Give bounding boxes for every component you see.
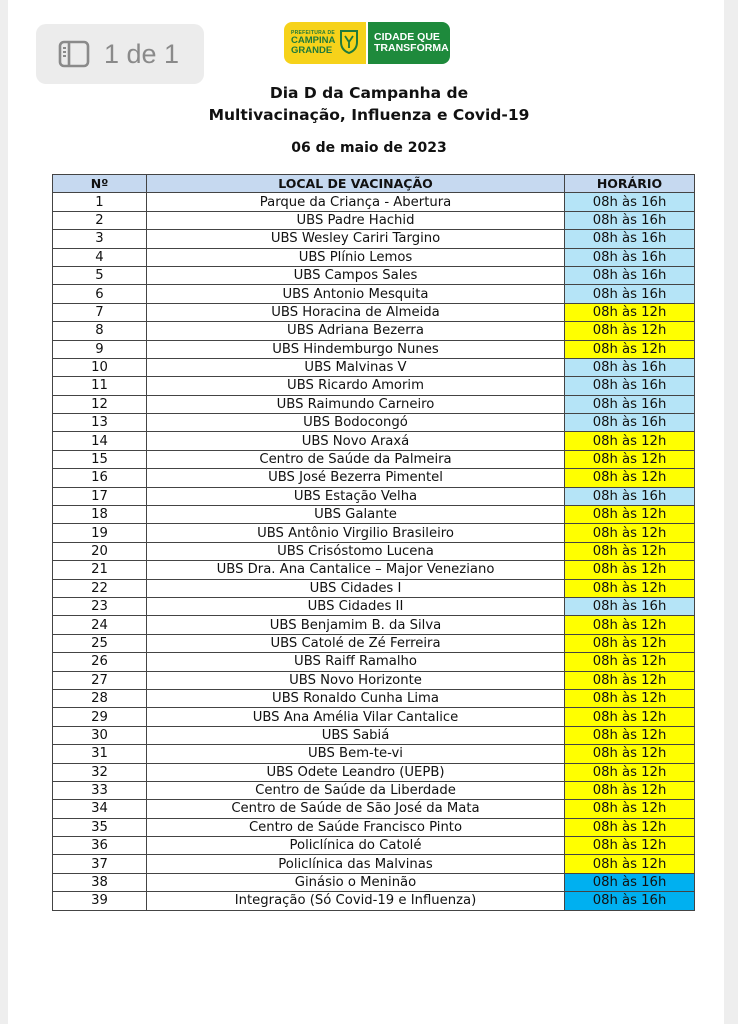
row-number: 1 — [53, 193, 147, 211]
row-number: 37 — [53, 855, 147, 873]
row-number: 17 — [53, 487, 147, 505]
table-row — [53, 579, 695, 597]
row-location: UBS Galante — [147, 506, 565, 524]
table-row — [53, 763, 695, 781]
row-hours: 08h às 12h — [565, 506, 695, 524]
row-number: 30 — [53, 726, 147, 744]
row-number: 15 — [53, 450, 147, 468]
table-row — [53, 634, 695, 652]
table-row — [53, 506, 695, 524]
row-hours: 08h às 12h — [565, 745, 695, 763]
document-title — [0, 82, 738, 126]
row-hours: 08h às 12h — [565, 579, 695, 597]
table-row — [53, 818, 695, 836]
table-row — [53, 873, 695, 891]
row-location: UBS Benjamim B. da Silva — [147, 616, 565, 634]
row-hours: 08h às 16h — [565, 892, 695, 910]
row-hours: 08h às 16h — [565, 230, 695, 248]
row-number: 25 — [53, 634, 147, 652]
row-location: UBS Ricardo Amorim — [147, 377, 565, 395]
row-number: 29 — [53, 708, 147, 726]
row-hours: 08h às 12h — [565, 763, 695, 781]
header-number: Nº — [53, 175, 147, 193]
row-hours: 08h às 16h — [565, 211, 695, 229]
row-number: 14 — [53, 432, 147, 450]
row-hours: 08h às 16h — [565, 266, 695, 284]
row-number: 32 — [53, 763, 147, 781]
row-number: 39 — [53, 892, 147, 910]
row-hours: 08h às 16h — [565, 193, 695, 211]
row-number: 19 — [53, 524, 147, 542]
table-row — [53, 487, 695, 505]
row-number: 18 — [53, 506, 147, 524]
table-row — [53, 597, 695, 615]
table-row — [53, 855, 695, 873]
crest-icon — [339, 28, 359, 59]
row-number: 16 — [53, 469, 147, 487]
table-row — [53, 561, 695, 579]
row-location: UBS Malvinas V — [147, 358, 565, 376]
row-number: 24 — [53, 616, 147, 634]
row-location: UBS Hindemburgo Nunes — [147, 340, 565, 358]
row-location: Centro de Saúde da Liberdade — [147, 781, 565, 799]
row-number: 13 — [53, 414, 147, 432]
row-number: 38 — [53, 873, 147, 891]
row-hours: 08h às 12h — [565, 340, 695, 358]
row-number: 9 — [53, 340, 147, 358]
row-number: 12 — [53, 395, 147, 413]
row-location: Centro de Saúde Francisco Pinto — [147, 818, 565, 836]
table-row — [53, 414, 695, 432]
table-row — [53, 266, 695, 284]
row-location: UBS Wesley Cariri Targino — [147, 230, 565, 248]
row-hours: 08h às 12h — [565, 671, 695, 689]
logo-slogan-line1: CIDADE QUE — [374, 30, 440, 43]
row-hours: 08h às 16h — [565, 414, 695, 432]
table-row — [53, 285, 695, 303]
row-number: 6 — [53, 285, 147, 303]
row-number: 35 — [53, 818, 147, 836]
row-number: 10 — [53, 358, 147, 376]
row-location: UBS Bodocongó — [147, 414, 565, 432]
row-number: 3 — [53, 230, 147, 248]
row-location: UBS Catolé de Zé Ferreira — [147, 634, 565, 652]
table-row — [53, 340, 695, 358]
row-location: UBS Crisóstomo Lucena — [147, 542, 565, 560]
row-hours: 08h às 12h — [565, 653, 695, 671]
table-row — [53, 892, 695, 910]
sidebar-pages-icon[interactable] — [58, 40, 90, 68]
table-row — [53, 708, 695, 726]
row-number: 22 — [53, 579, 147, 597]
row-number: 34 — [53, 800, 147, 818]
table-row — [53, 653, 695, 671]
row-location: UBS Raimundo Carneiro — [147, 395, 565, 413]
logo-small-text: PREFEITURA DE — [291, 30, 335, 36]
prefeitura-logo — [284, 22, 450, 64]
row-location: UBS Novo Horizonte — [147, 671, 565, 689]
row-location: UBS Plínio Lemos — [147, 248, 565, 266]
row-hours: 08h às 12h — [565, 322, 695, 340]
table-row — [53, 616, 695, 634]
logo-slogan-block — [368, 22, 450, 64]
row-hours: 08h às 16h — [565, 248, 695, 266]
table-row — [53, 745, 695, 763]
table-row — [53, 322, 695, 340]
table-row — [53, 230, 695, 248]
row-hours: 08h às 12h — [565, 855, 695, 873]
row-hours: 08h às 12h — [565, 303, 695, 321]
row-number: 36 — [53, 837, 147, 855]
table-row — [53, 303, 695, 321]
row-location: UBS Raiff Ramalho — [147, 653, 565, 671]
row-location: UBS Novo Araxá — [147, 432, 565, 450]
table-row — [53, 358, 695, 376]
row-hours: 08h às 12h — [565, 469, 695, 487]
row-location: Policlínica das Malvinas — [147, 855, 565, 873]
page-indicator-text: 1 de 1 — [104, 38, 180, 69]
row-number: 4 — [53, 248, 147, 266]
row-location: Ginásio o Meninão — [147, 873, 565, 891]
row-hours: 08h às 16h — [565, 377, 695, 395]
table-row — [53, 248, 695, 266]
row-hours: 08h às 12h — [565, 708, 695, 726]
row-location: UBS Estação Velha — [147, 487, 565, 505]
vaccination-table — [52, 174, 695, 911]
row-hours: 08h às 16h — [565, 597, 695, 615]
table-row — [53, 432, 695, 450]
row-hours: 08h às 12h — [565, 542, 695, 560]
table-row — [53, 689, 695, 707]
row-number: 26 — [53, 653, 147, 671]
row-location: Policlínica do Catolé — [147, 837, 565, 855]
row-location: UBS José Bezerra Pimentel — [147, 469, 565, 487]
row-hours: 08h às 12h — [565, 432, 695, 450]
row-location: UBS Ana Amélia Vilar Cantalice — [147, 708, 565, 726]
row-hours: 08h às 16h — [565, 358, 695, 376]
header-location: LOCAL DE VACINAÇÃO — [147, 175, 565, 193]
table-row — [53, 469, 695, 487]
document-date: 06 de maio de 2023 — [291, 140, 447, 156]
logo-slogan-line2: TRANSFORMA — [374, 42, 449, 54]
table-row — [53, 524, 695, 542]
row-location: UBS Cidades I — [147, 579, 565, 597]
page-indicator[interactable] — [36, 24, 204, 84]
table-row — [53, 542, 695, 560]
table-row — [53, 781, 695, 799]
row-hours: 08h às 12h — [565, 561, 695, 579]
logo-city-block — [284, 22, 366, 64]
row-location: UBS Sabiá — [147, 726, 565, 744]
table-row — [53, 193, 695, 211]
row-number: 21 — [53, 561, 147, 579]
row-hours: 08h às 12h — [565, 837, 695, 855]
row-hours: 08h às 12h — [565, 634, 695, 652]
row-hours: 08h às 12h — [565, 524, 695, 542]
table-row — [53, 377, 695, 395]
row-hours: 08h às 12h — [565, 616, 695, 634]
table-row — [53, 395, 695, 413]
table-row — [53, 450, 695, 468]
table-row — [53, 726, 695, 744]
row-number: 33 — [53, 781, 147, 799]
row-location: UBS Odete Leandro (UEPB) — [147, 763, 565, 781]
title-line2: Multivacinação, Influenza e Covid-19 — [208, 106, 530, 124]
row-location: UBS Dra. Ana Cantalice – Major Veneziano — [147, 561, 565, 579]
table-row — [53, 800, 695, 818]
row-number: 23 — [53, 597, 147, 615]
row-location: UBS Ronaldo Cunha Lima — [147, 689, 565, 707]
table-header-row — [53, 175, 695, 193]
row-location: UBS Cidades II — [147, 597, 565, 615]
row-location: UBS Antônio Virgilio Brasileiro — [147, 524, 565, 542]
row-location: UBS Padre Hachid — [147, 211, 565, 229]
row-number: 31 — [53, 745, 147, 763]
title-line1: Dia D da Campanha de — [269, 84, 469, 102]
row-hours: 08h às 12h — [565, 450, 695, 468]
row-number: 27 — [53, 671, 147, 689]
row-hours: 08h às 16h — [565, 285, 695, 303]
row-hours: 08h às 12h — [565, 781, 695, 799]
table-row — [53, 211, 695, 229]
row-number: 20 — [53, 542, 147, 560]
row-location: UBS Bem-te-vi — [147, 745, 565, 763]
header-hours: HORÁRIO — [565, 175, 695, 193]
row-location: UBS Antonio Mesquita — [147, 285, 565, 303]
row-hours: 08h às 16h — [565, 873, 695, 891]
row-hours: 08h às 12h — [565, 800, 695, 818]
row-location: Centro de Saúde de São José da Mata — [147, 800, 565, 818]
logo-city-line1: CAMPINA — [291, 35, 336, 46]
table-row — [53, 671, 695, 689]
logo-city-line2: GRANDE — [291, 44, 333, 56]
row-number: 2 — [53, 211, 147, 229]
row-hours: 08h às 12h — [565, 726, 695, 744]
row-location: Centro de Saúde da Palmeira — [147, 450, 565, 468]
row-location: UBS Horacina de Almeida — [147, 303, 565, 321]
row-number: 11 — [53, 377, 147, 395]
table-row — [53, 837, 695, 855]
row-hours: 08h às 12h — [565, 818, 695, 836]
row-number: 7 — [53, 303, 147, 321]
row-location: UBS Campos Sales — [147, 266, 565, 284]
row-hours: 08h às 16h — [565, 487, 695, 505]
row-location: Parque da Criança - Abertura — [147, 193, 565, 211]
row-location: Integração (Só Covid-19 e Influenza) — [147, 892, 565, 910]
row-hours: 08h às 16h — [565, 395, 695, 413]
row-location: UBS Adriana Bezerra — [147, 322, 565, 340]
row-number: 5 — [53, 266, 147, 284]
row-number: 8 — [53, 322, 147, 340]
row-number: 28 — [53, 689, 147, 707]
row-hours: 08h às 12h — [565, 689, 695, 707]
